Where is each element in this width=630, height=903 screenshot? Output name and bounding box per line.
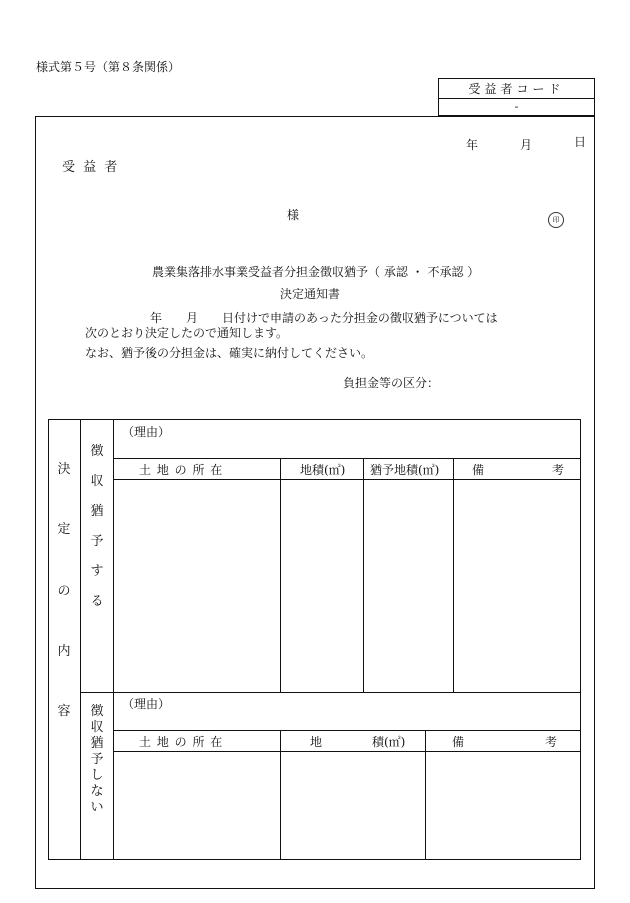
seal-icon: 印 (548, 212, 564, 228)
grid-line (425, 730, 426, 860)
side-label-char: 決 (57, 462, 71, 477)
deny-label-char: 猶 (90, 736, 104, 751)
approve-header-deferred-area: 猶予地積(㎡) (370, 463, 440, 477)
approve-header-location: 土 地 の 所 在 (139, 463, 224, 477)
grid-line (453, 458, 454, 692)
grid-line (113, 479, 581, 480)
decision-table (48, 419, 581, 860)
date-month: 月 (520, 138, 533, 152)
approve-label-char: 予 (90, 534, 104, 549)
grid-line (113, 751, 581, 752)
approve-header-remarks-1: 備 (472, 463, 485, 477)
category-label: 負担金等の区分： (343, 376, 440, 390)
approve-label-char: す (90, 564, 104, 579)
document-title-line2: 決定通知書 (280, 287, 341, 301)
deny-label-char: な (90, 784, 104, 799)
side-label-char: 内 (57, 644, 71, 659)
beneficiary-code-value: - (514, 100, 519, 113)
recipient-honorific: 様 (287, 208, 300, 222)
grid-line (113, 419, 114, 860)
body-line1: 年 月 日付けで申請のあった分担金の徴収猶予については (150, 311, 498, 325)
document-title-line1: 農業集落排水事業受益者分担金徴収猶予（ 承認 ・ 不承認 ） (152, 265, 480, 279)
grid-line (280, 730, 281, 860)
grid-line (280, 458, 281, 692)
deny-label-char: い (90, 800, 104, 815)
recipient-label: 受 益 者 (62, 160, 120, 175)
deny-header-area-1: 地 (310, 735, 323, 749)
approve-label-char: る (90, 594, 104, 609)
deny-reason-label: （理由） (122, 697, 171, 711)
deny-header-remarks-2: 考 (545, 735, 558, 749)
approve-header-area: 地積(㎡) (300, 463, 346, 477)
form-number: 様式第５号（第８条関係） (36, 60, 181, 74)
side-label-char: の (57, 584, 71, 599)
grid-line (80, 692, 581, 693)
beneficiary-code-box (438, 78, 595, 116)
date-year: 年 (466, 138, 479, 152)
grid-line (113, 730, 581, 731)
side-label-char: 定 (57, 522, 71, 537)
approve-reason-label: （理由） (122, 425, 171, 439)
deny-label-char: 予 (90, 752, 104, 767)
body-line3: なお、猶予後の分担金は、確実に納付してください。 (85, 346, 374, 360)
grid-line (80, 419, 81, 860)
beneficiary-code-label: 受益者コード (439, 80, 594, 99)
deny-label-char: 収 (90, 720, 104, 735)
approve-label-char: 収 (90, 474, 104, 489)
approve-label-char: 徴 (90, 444, 104, 459)
body-line2: 次のとおり決定したので通知します。 (85, 326, 289, 340)
deny-label-char: 徴 (90, 704, 104, 719)
deny-label-char: し (90, 768, 104, 783)
deny-header-area-2: 積(㎡) (372, 735, 406, 749)
grid-line (113, 458, 581, 459)
side-label-char: 容 (57, 704, 71, 719)
approve-header-remarks-2: 考 (552, 463, 565, 477)
date-day: 日 (574, 135, 587, 149)
deny-header-remarks-1: 備 (452, 735, 465, 749)
approve-label-char: 猶 (90, 504, 104, 519)
deny-header-location: 土 地 の 所 在 (139, 735, 224, 749)
grid-line (363, 458, 364, 692)
